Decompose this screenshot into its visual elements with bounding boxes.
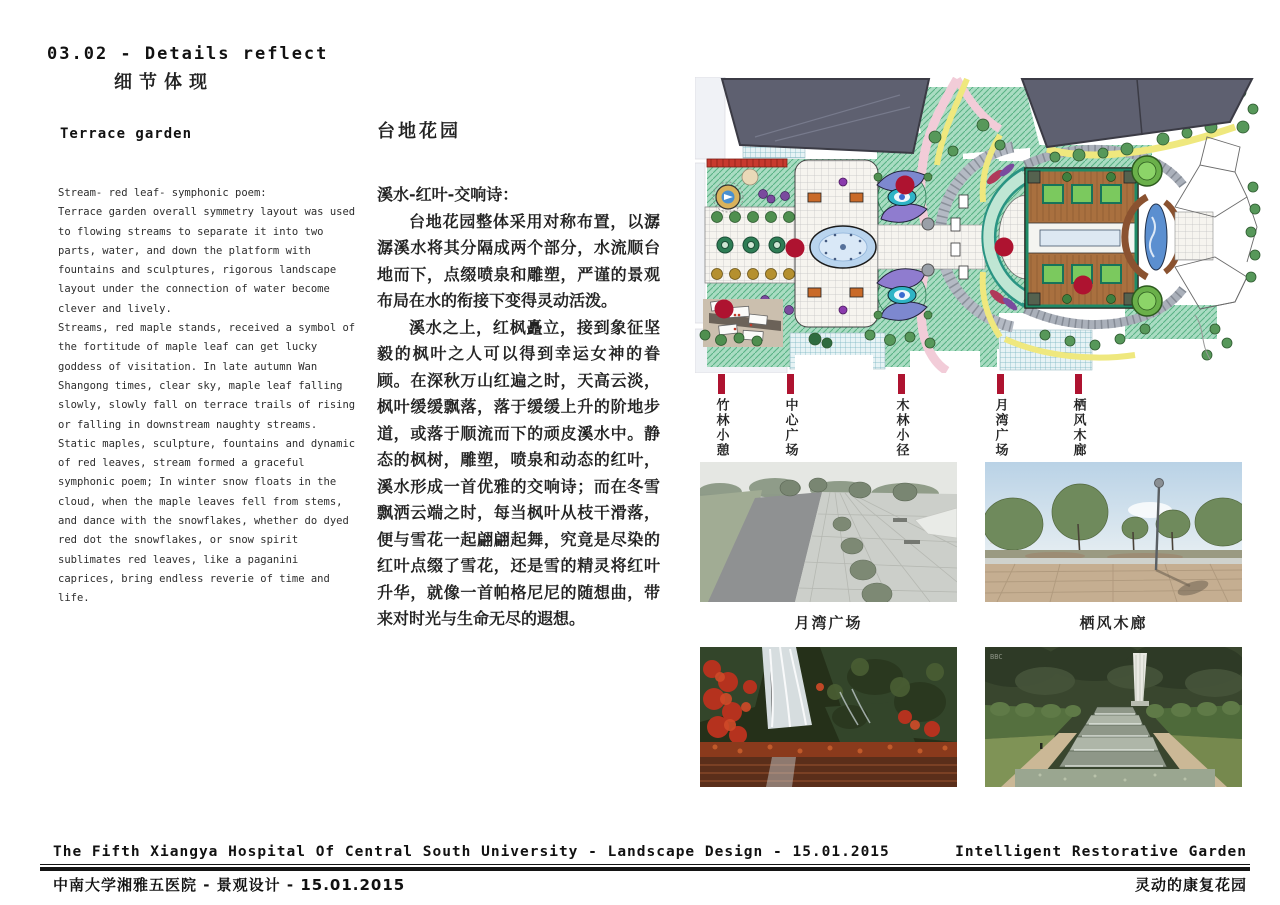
footer-project-title-cn: 中南大学湘雅五医院 - 景观设计 - 15.01.2015 bbox=[53, 876, 406, 894]
plan-key-marker bbox=[718, 374, 725, 394]
plan-key-marker bbox=[997, 374, 1004, 394]
plan-key-label: 中心广场 bbox=[782, 398, 798, 458]
chinese-paragraph-1: 溪水-红叶-交响诗： bbox=[377, 185, 519, 204]
plan-key-label: 栖风木廊 bbox=[1070, 398, 1086, 458]
terrace-garden-heading: Terrace garden bbox=[60, 126, 193, 142]
plan-key-marker bbox=[787, 374, 794, 394]
plan-key-marker bbox=[1075, 374, 1082, 394]
masterplan-drawing bbox=[695, 77, 1263, 373]
page-title: 03.02 - Details reflect bbox=[47, 44, 329, 64]
caption-moon-bay-plaza: 月湾广场 bbox=[794, 614, 863, 632]
footer-divider bbox=[40, 864, 1250, 871]
english-paragraph-2: Terrace garden overall symmetry layout was used to flowing streams to separate it into two parts, water, and down the platform with fountains and sculptures, rigorous landscape layout under the connection of water become clever and lively. bbox=[58, 206, 356, 315]
caption-timber-gallery: 栖风木廊 bbox=[1079, 614, 1148, 632]
photo-autumn-stream-waterfall bbox=[700, 647, 957, 787]
photo-cascade-garden bbox=[985, 647, 1242, 787]
photo-watermark: BBC bbox=[990, 653, 1003, 661]
english-paragraph-1: Stream- red leaf- symphonic poem: bbox=[58, 187, 267, 199]
plan-key-label: 月湾广场 bbox=[992, 398, 1008, 458]
masterplan-svg bbox=[695, 77, 1263, 373]
plan-key-label: 竹林小憩 bbox=[713, 398, 729, 458]
plan-key-timber-gallery bbox=[1068, 374, 1088, 458]
chinese-paragraph-2: 台地花园整体采用对称布置，以潺潺溪水将其分隔成两个部分，水流顺台地而下，点缀喷泉和雕塑，严谨的景观布局在水的衔接下变得灵动活泼。 bbox=[377, 211, 660, 310]
english-description bbox=[58, 184, 361, 609]
chinese-description bbox=[377, 182, 660, 633]
plan-key-marker bbox=[898, 374, 905, 394]
footer-theme-cn: 灵动的康复花园 bbox=[1134, 876, 1247, 894]
taidi-garden-heading: 台地花园 bbox=[377, 121, 461, 142]
render-image-moon-bay-plaza bbox=[700, 462, 957, 602]
plan-key-label: 木林小径 bbox=[893, 398, 909, 458]
footer-theme-en: Intelligent Restorative Garden bbox=[955, 844, 1247, 860]
plan-key-moon-bay-plaza bbox=[990, 374, 1010, 458]
page-subtitle: 细节体现 bbox=[114, 72, 214, 93]
chinese-paragraph-3: 溪水之上，红枫矗立，接到象征坚毅的枫叶之人可以得到幸运女神的眷顾。在深秋万山红遍之时，天高云淡，枫叶缓缓飘落，落于缓缓上升的阶地步道，或落于顺流而下的顽皮溪水中。静态的枫树，雕塑，喷泉和动态的红叶，溪水形成一首优雅的交响诗；而在冬雪飘洒云端之时，每当枫叶从枝干滑落，便与雪花一起翩翩起舞，究竟是尽染的红叶点缀了雪花，还是雪的精灵将红叶升华，就像一首帕格尼尼的随想曲，带来对时光与生命无尽的遐想。 bbox=[377, 317, 660, 628]
plan-key-central-plaza bbox=[780, 374, 800, 458]
plan-key-wooded-path bbox=[891, 374, 911, 458]
footer-project-title-en: The Fifth Xiangya Hospital Of Central South University - Landscape Design - 15.01.2015 bbox=[53, 844, 890, 860]
plan-key-bamboo-rest bbox=[711, 374, 731, 458]
english-paragraph-3: Streams, red maple stands, received a symbol of the fortitude of maple leaf can get lucky goddess of visitation. In late autumn Wan Shangong times, clear sky, maple leaf falling slowly, slowly fall on terrace trails of rising or falling in downstream naughty streams. Static maples, sculpture, fountains and dynamic of red leaves, stream formed a graceful symphonic poem; In winter snow floats in the cloud, when the maple leaves fell from stems, and dance with the snowflakes, whether do dyed red dot the snowflakes, or snow spirit sublimates red leaves, like a paganini caprices, bring endless reverie of time and life. bbox=[58, 322, 356, 605]
render-image-timber-gallery bbox=[985, 462, 1242, 602]
